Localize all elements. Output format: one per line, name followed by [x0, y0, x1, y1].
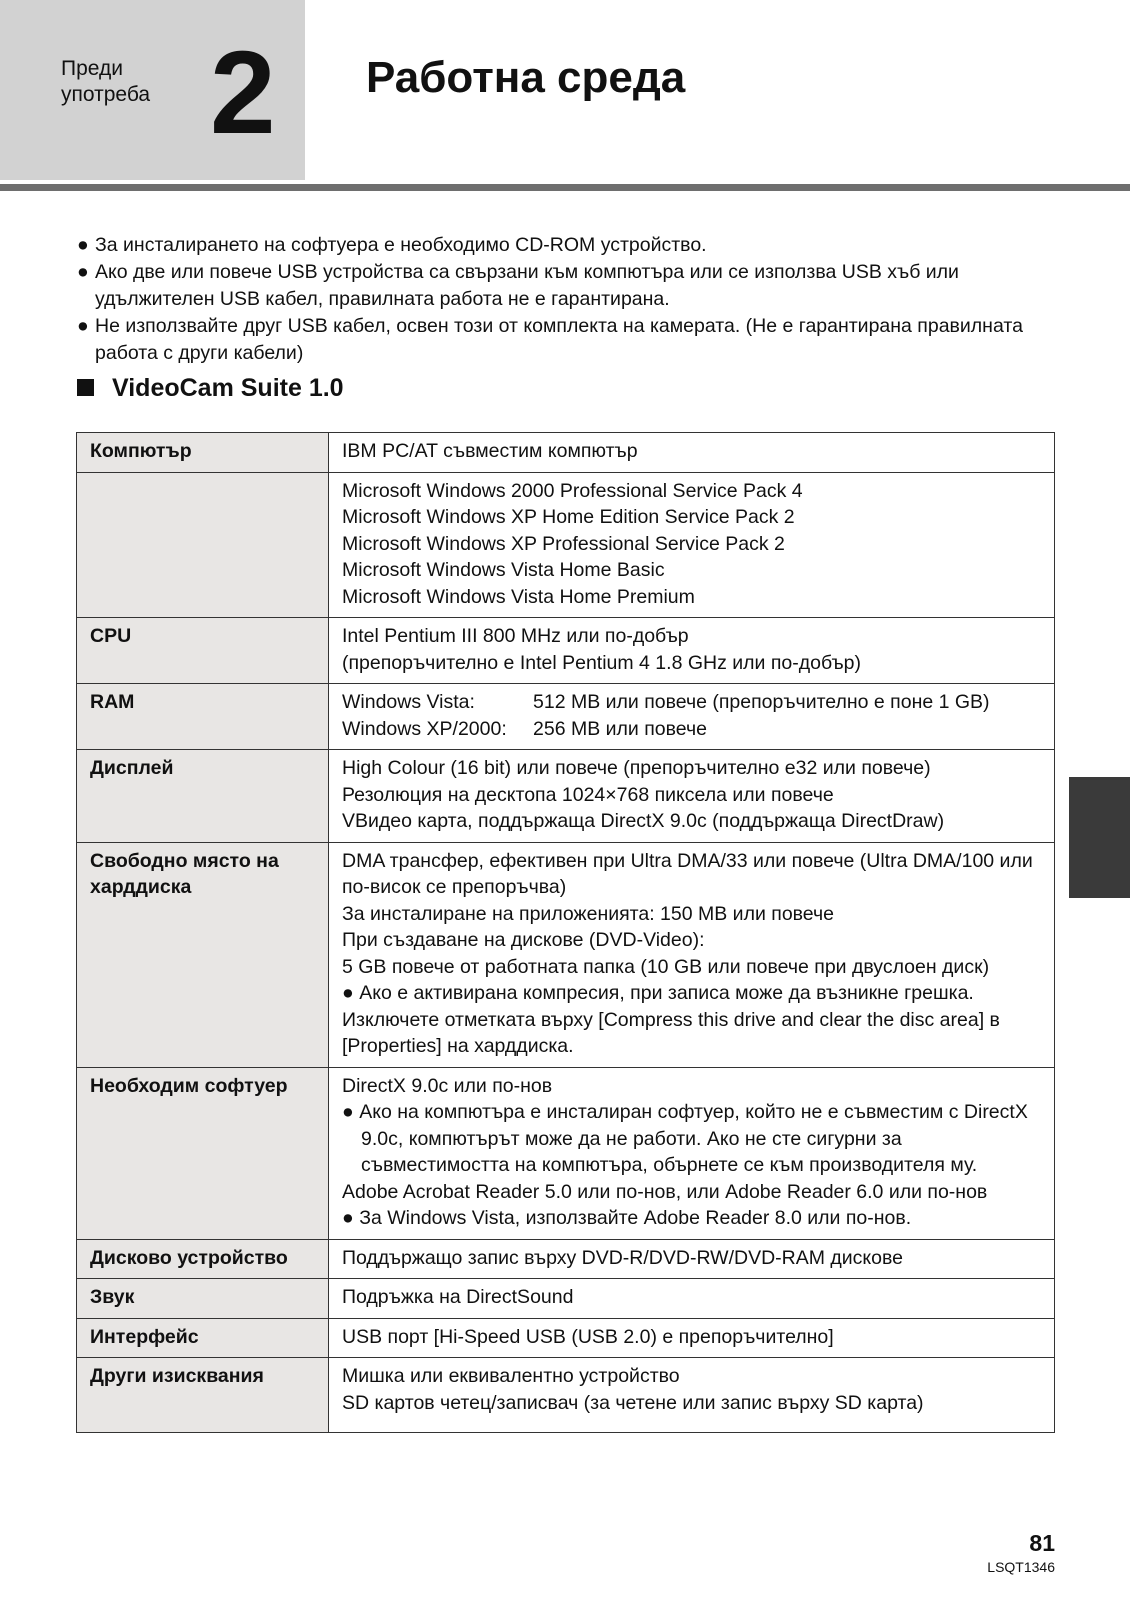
table-row — [77, 472, 1055, 618]
row-value: DMA трансфер, ефективен при Ultra DMA/33 или повече (Ultra DMA/100 или по-висок се препоръчва) За инсталиране на приложенията: 150 MB или повече При създаване на дискове (DVD-Video): 5 GB повече от работната папка (10 GB или повече при двуслоен диск) ● Ако е активирана компресия, при записа може да възникне грешка. Изключете отметката върху [Compress this drive and clear the disc area] в [Properties] на харддиска. — [329, 842, 1055, 1067]
row-value: IBM PC/AT съвместим компютър — [329, 433, 1055, 473]
row-label: Интерфейс — [77, 1318, 329, 1358]
note-item: ● Не използвайте друг USB кабел, освен този от комплекта на камерата. (Не е гарантирана правилната работа с други кабели) — [77, 315, 1023, 364]
square-bullet-icon — [77, 379, 94, 396]
row-label: Компютър — [77, 433, 329, 473]
document-code: LSQT1346 — [987, 1559, 1055, 1575]
table-row — [77, 1239, 1055, 1279]
table-row — [77, 684, 1055, 750]
notes-list — [77, 232, 1067, 367]
bullet-icon: ● — [77, 234, 89, 256]
row-value: Windows Vista: 512 MB или повече (препоръчително е поне 1 GB) Windows XP/2000: 256 MB или повече — [329, 684, 1055, 750]
bullet-icon: ● — [77, 315, 89, 337]
row-label: Звук — [77, 1279, 329, 1319]
row-value: DirectX 9.0c или по-нов ● Ако на компютъра е инсталиран софтуер, който не е съвместим с DirectX 9.0c, компютърът може да не работи. Ако не сте сигурни за съвместимостта на компютъра, обърнете се към производителя му. Adobe Acrobat Reader 5.0 или по-нов, или Adobe Reader 6.0 или по-нов ● За Windows Vista, използвайте Adobe Reader 8.0 или по-нов. — [329, 1067, 1055, 1239]
row-value: USB порт [Hi-Speed USB (USB 2.0) е препоръчително] — [329, 1318, 1055, 1358]
row-value: Мишка или еквивалентно устройство SD картов четец/записвач (за четене или запис върху SD карта) — [329, 1358, 1055, 1433]
table-row — [77, 842, 1055, 1067]
table-row — [77, 750, 1055, 843]
table-row — [77, 1279, 1055, 1319]
table-row — [77, 1358, 1055, 1433]
requirements-table — [76, 432, 1055, 1433]
row-label: Други изисквания — [77, 1358, 329, 1433]
table-row — [77, 1067, 1055, 1239]
row-value: High Colour (16 bit) или повече (препоръчително е32 или повече) Резолюция на десктопа 1024×768 пиксела или повече VВидео карта, поддържаща DirectX 9.0c (поддържаща DirectDraw) — [329, 750, 1055, 843]
chapter-number: 2 — [210, 27, 274, 159]
table-row — [77, 433, 1055, 473]
table-row — [77, 618, 1055, 684]
note-item: ● Ако две или повече USB устройства са свързани към компютъра или се използва USB хъб или удължителен USB кабел, правилната работа не е гарантирана. — [77, 261, 959, 310]
row-label: Свободно място на харддиска — [77, 842, 329, 1067]
row-label: Дисплей — [77, 750, 329, 843]
subsection-heading: VideoCam Suite 1.0 — [77, 372, 344, 404]
bullet-icon: ● — [77, 261, 89, 283]
row-label: Дисково устройство — [77, 1239, 329, 1279]
header-divider — [0, 184, 1130, 191]
row-value: Поддържащо запис върху DVD-R/DVD-RW/DVD-RAM дискове — [329, 1239, 1055, 1279]
row-label: Необходим софтуер — [77, 1067, 329, 1239]
page-number: 81 — [1029, 1530, 1055, 1556]
row-label: RAM — [77, 684, 329, 750]
side-index-tab — [1069, 777, 1130, 898]
note-item: ● За инсталирането на софтуера е необходимо CD-ROM устройство. — [77, 232, 1067, 259]
row-label: CPU — [77, 618, 329, 684]
row-value: Intel Pentium III 800 MHz или по-добър (препоръчително е Intel Pentium 4 1.8 GHz или по-добър) — [329, 618, 1055, 684]
row-value: Подръжка на DirectSound — [329, 1279, 1055, 1319]
row-value: Microsoft Windows 2000 Professional Service Pack 4 Microsoft Windows XP Home Edition Service Pack 2 Microsoft Windows XP Professional Service Pack 2 Microsoft Windows Vista Home Basic Microsoft Windows Vista Home Premium — [329, 472, 1055, 618]
table-row — [77, 1318, 1055, 1358]
row-label — [77, 472, 329, 618]
page-title: Работна среда — [366, 53, 686, 102]
section-label: Преди употреба — [61, 57, 151, 106]
